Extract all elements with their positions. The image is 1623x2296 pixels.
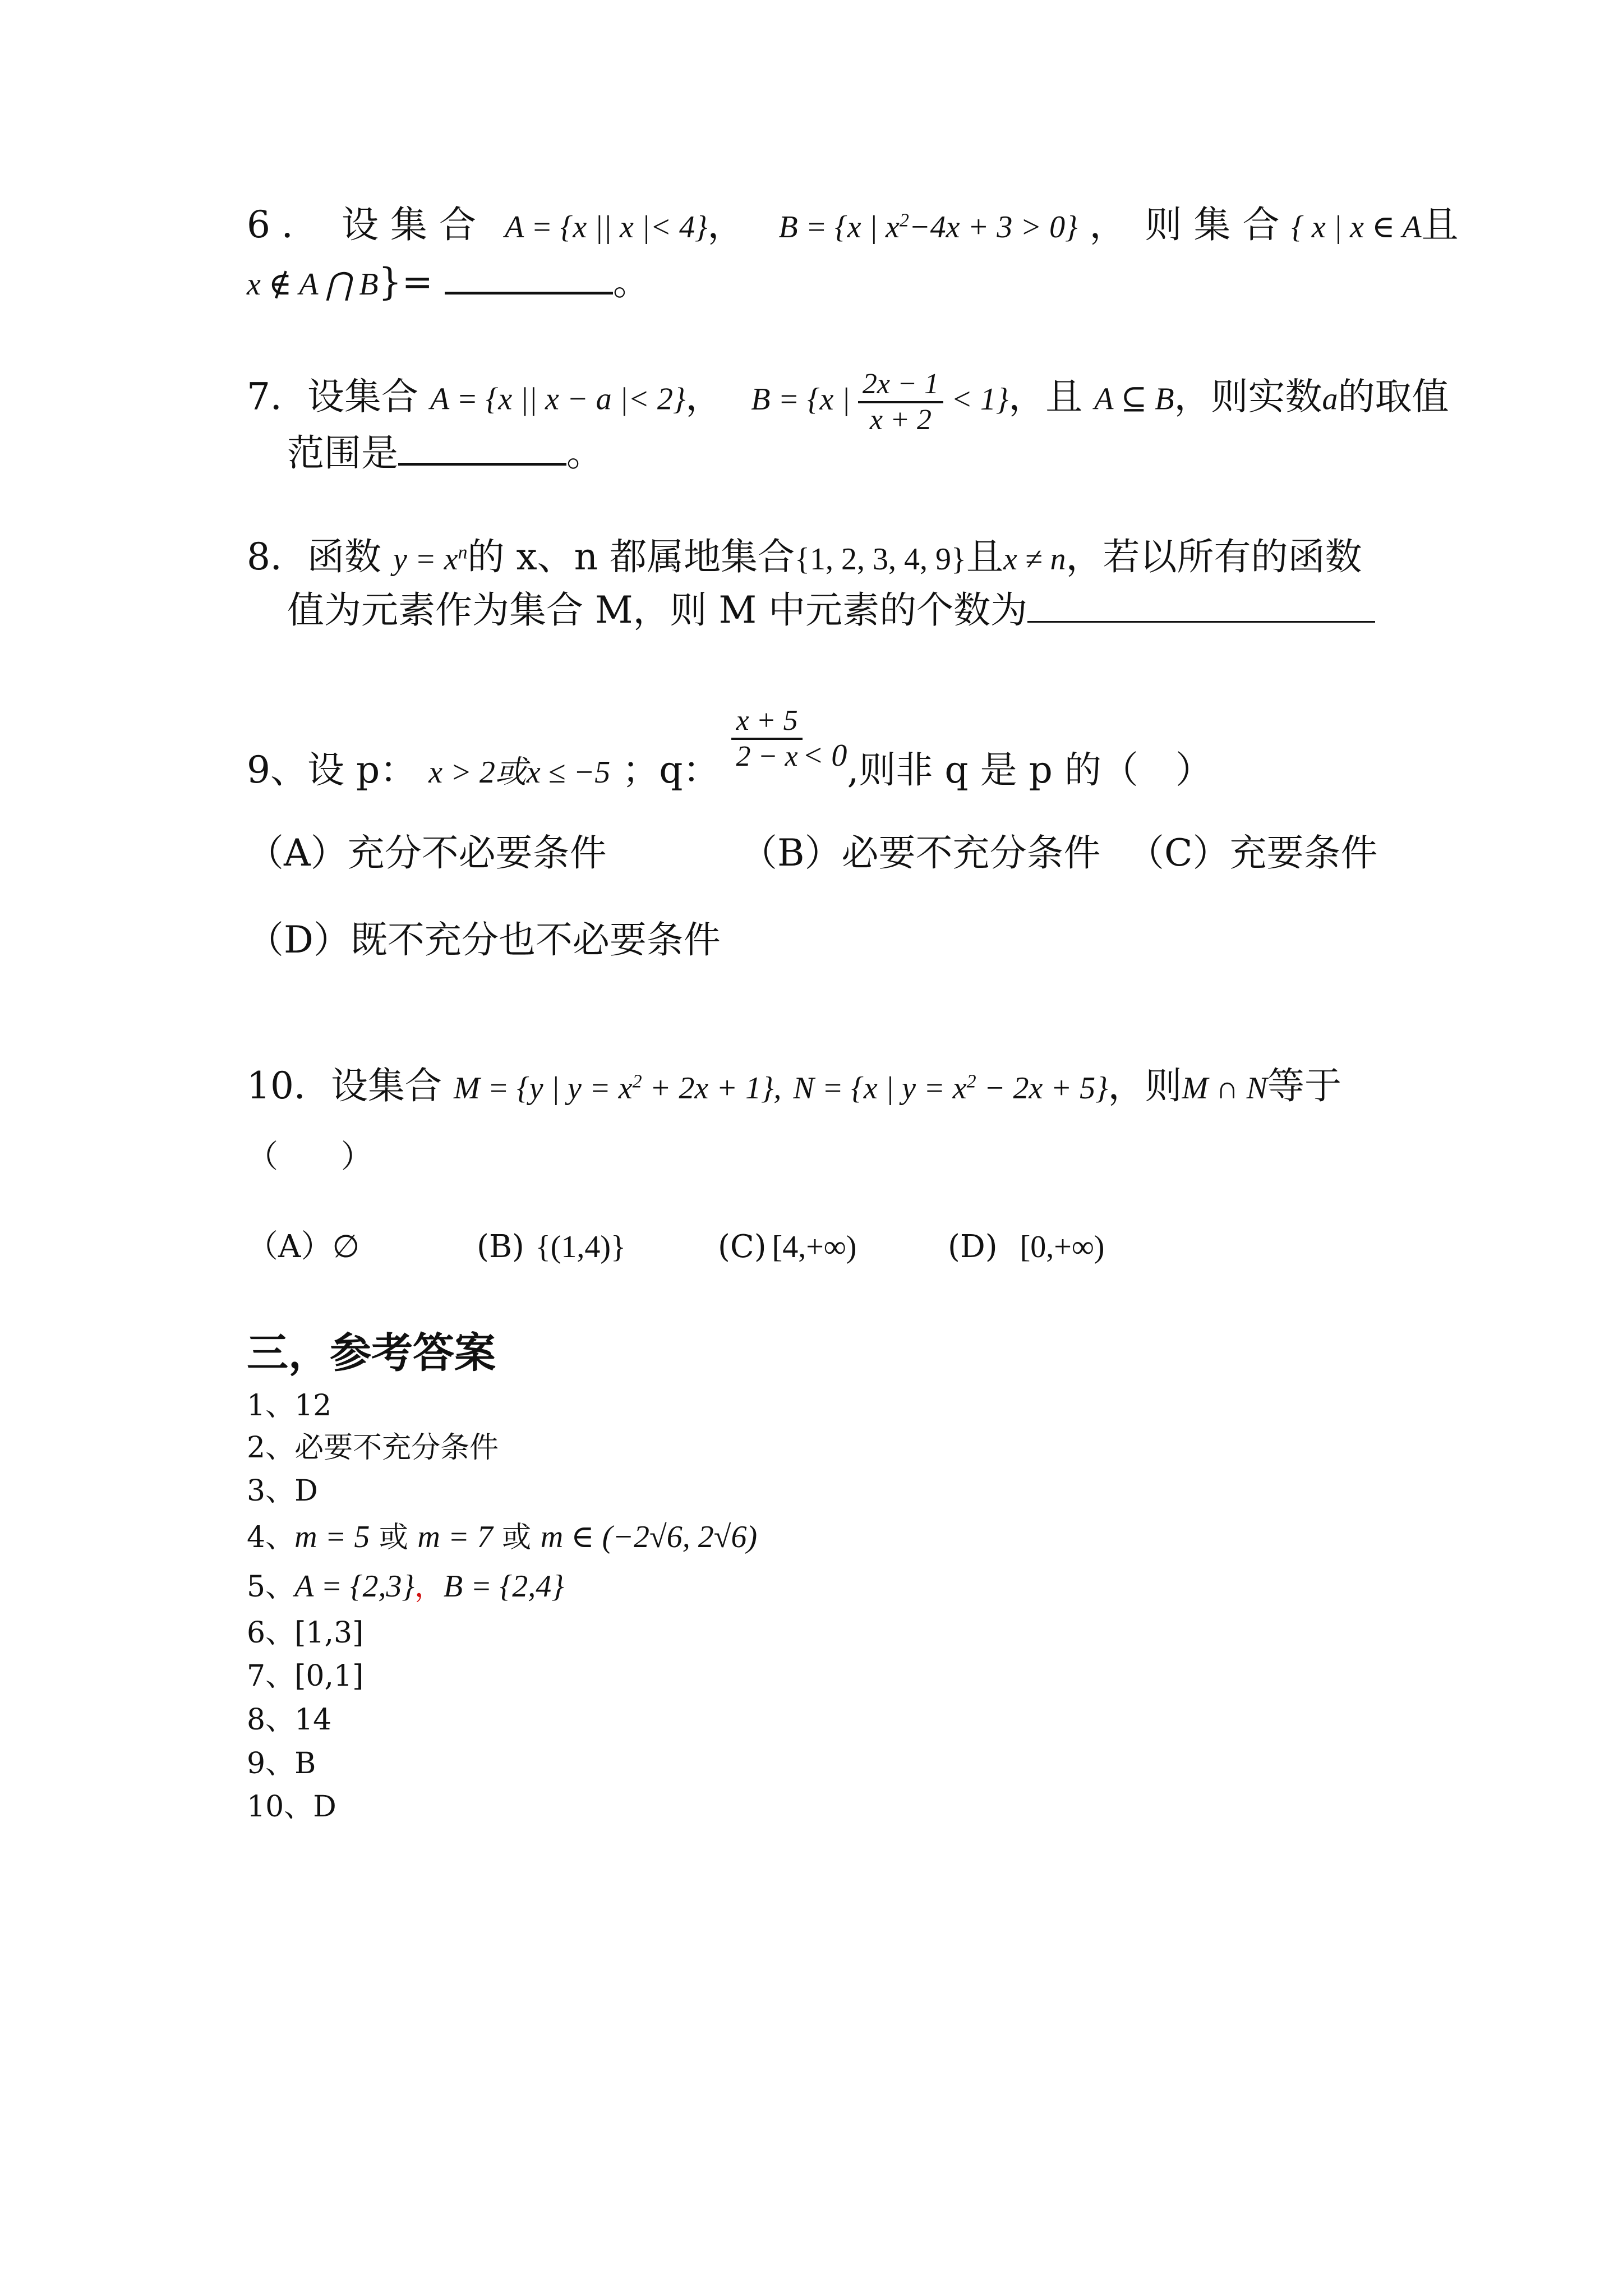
q10-answer-paren: （ ）: [247, 1139, 372, 1175]
q6-and: 且: [1421, 203, 1459, 246]
question-6-line-1: 6 ． 设 集 合 A = {x || x |< 4}， B = {x | $x^2-4x + 3 > 0$} ， 则 集 合 { x | x ∈ A且: [247, 203, 1459, 246]
question-8-line-1: 8．函数 $y = x^n$的 x、n 都属地集合{1, 2, 3, 4, 9}且x ≠ n，若以所有的函数: [247, 535, 1362, 578]
answers-heading: 三，参考答案: [247, 1329, 496, 1377]
answer-4: 4、m = 5 或 m = 7 或 m ∈ (−2√6, 2√6): [247, 1520, 758, 1554]
q9-option-a[interactable]: （A）充分不必要条件: [247, 831, 607, 875]
q9-option-b[interactable]: （B）必要不充分条件: [740, 831, 1101, 875]
answer-2: 2、必要不充分条件: [247, 1431, 499, 1465]
q6-brace-expr: { x | x ∈ A: [1291, 210, 1422, 245]
q6-line2-expr: x ∉ A ⋂ B: [247, 267, 379, 302]
q6-intro: 设 集 合: [341, 203, 476, 246]
q10-option-b[interactable]: (B) {(1,4)}: [477, 1228, 626, 1265]
q10-option-a[interactable]: （A）∅: [247, 1228, 360, 1265]
q10-option-c[interactable]: (C) [4,+∞): [718, 1228, 857, 1265]
q6-set-b: B = {x | $x^2-4x + 3 > 0$}: [778, 210, 1078, 245]
q7-var-a: a: [1322, 381, 1338, 417]
q6-answer-blank[interactable]: [445, 289, 613, 295]
q6-number: 6: [247, 203, 270, 246]
answer-8: 8、14: [247, 1703, 332, 1737]
q8-answer-blank[interactable]: [1027, 619, 1375, 623]
question-9-line-1: 9、设 p： x > 2或x ≤ −5 ；q： $\frac{x + 5}{2 - x}$ $^{< 0}$,则非 q 是 p 的（ ）: [247, 705, 1212, 792]
q10-set-m: M = {y | $y = x^2 + 2x + 1$},: [453, 1071, 782, 1106]
question-8-line-2: [287, 588, 1375, 632]
answer-7: 7、[0,1]: [247, 1659, 364, 1693]
q9-option-c[interactable]: （C）充要条件: [1127, 831, 1378, 875]
answer-9: 9、B: [247, 1747, 316, 1780]
q8-set: {1, 2, 3, 4, 9}: [795, 542, 966, 577]
q6-set-a: A = {x || x |< 4}: [504, 210, 708, 245]
q10-set-n: N = {x | $y = x^2 - 2x + 5$}: [793, 1071, 1108, 1106]
q9-label: 9、设 p：: [247, 748, 417, 792]
q7-set-a: A = {x || x − a |< 2}: [430, 381, 686, 417]
q6-then: ， 则 集 合: [1089, 203, 1280, 246]
q8-neq: x ≠ n: [1003, 542, 1066, 577]
q10-intersection: M ∩ N: [1182, 1071, 1267, 1106]
question-10-line-1: 10．设集合 M = {y | $y = x^2 + 2x + 1$}, N = {x | $y = x^2 - 2x + 5$}，则M ∩ N等于: [247, 1064, 1341, 1107]
q7-set-b: B = {x | $\frac{2x - 1}{x + 2}$ < 1}: [751, 368, 1009, 436]
q8-function: $y = x^n$: [393, 542, 468, 577]
answer-6: 6、[1,3]: [247, 1616, 364, 1650]
q9-fraction: $\frac{x + 5}{2 - x}$: [731, 704, 802, 774]
answer-10: 10、D: [247, 1790, 336, 1824]
question-6-line-2: x ∉ A ⋂ B}= 。: [247, 260, 650, 303]
question-7-line-1: 7．设集合 A = {x || x − a |< 2}， B = {x | $\frac{2x - 1}{x + 2}$ < 1}，且 A ⊆ B，则实数a的取值: [247, 368, 1449, 436]
q7-range-label: 范围是: [287, 431, 398, 475]
q9-tail: ,则非 q 是 p 的（ ）: [847, 748, 1212, 792]
q9-p-expr: x > 2或x ≤ −5: [428, 754, 611, 790]
q8-label: 8．函数: [247, 535, 381, 578]
q7-label: 7．设集合: [247, 375, 418, 418]
q7-subset: A ⊆ B: [1094, 381, 1174, 417]
q10-label: 10．设集合: [247, 1064, 442, 1107]
question-7-line-2: 范围是 。: [287, 431, 603, 475]
answer-5: 5、A = {2,3}，B = {2,4}: [247, 1569, 564, 1604]
answer-1: 1、12: [247, 1389, 332, 1423]
q7-fraction: $\frac{2x - 1}{x + 2}$: [858, 367, 943, 437]
q8-line2: 值为元素作为集合 M，则 M 中元素的个数为: [287, 588, 1028, 632]
q10-option-d[interactable]: (D) [0,+∞): [948, 1228, 1105, 1265]
answer-3: 3、D: [247, 1474, 318, 1508]
q9-option-d[interactable]: （D）既不充分也不必要条件: [247, 918, 721, 961]
q7-answer-blank[interactable]: [398, 461, 566, 466]
